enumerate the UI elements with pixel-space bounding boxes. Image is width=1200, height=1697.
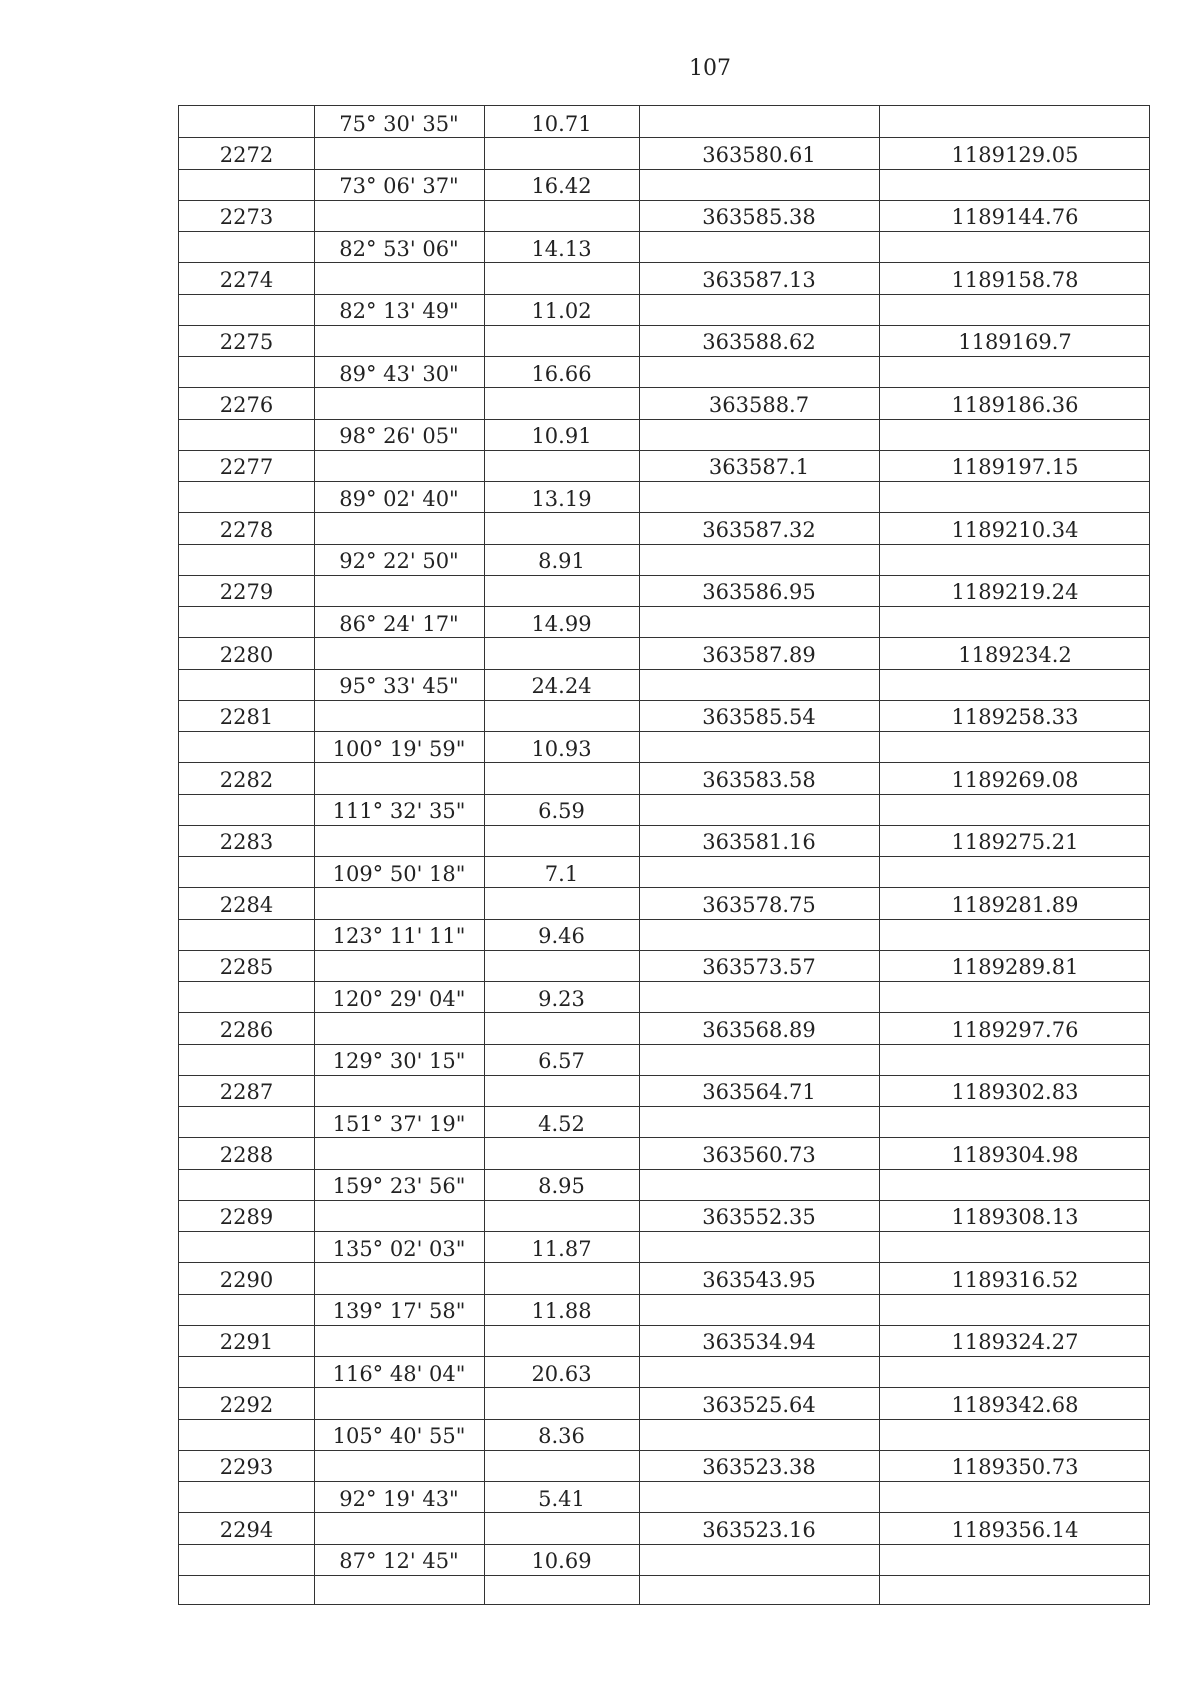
coord-x: 363523.38	[702, 1455, 816, 1480]
survey-table	[178, 105, 1150, 1605]
coord-y: 1189210.34	[951, 517, 1079, 542]
coord-y: 1189350.73	[951, 1455, 1079, 1480]
page-number: 107	[689, 56, 731, 81]
bearing-angle: 120° 29' 04"	[332, 986, 466, 1011]
coord-y: 1189275.21	[951, 830, 1079, 855]
station-id: 2276	[219, 392, 274, 417]
row-divider	[179, 856, 1149, 857]
coord-y: 1189304.98	[951, 1142, 1079, 1167]
leg-distance: 6.59	[538, 799, 585, 824]
bearing-angle: 75° 30' 35"	[339, 111, 459, 136]
coord-y: 1189356.14	[951, 1517, 1079, 1542]
coord-y: 1189158.78	[951, 267, 1079, 292]
row-divider	[179, 919, 1149, 920]
coord-x: 363585.54	[702, 705, 816, 730]
station-id: 2286	[219, 1017, 274, 1042]
leg-distance: 10.69	[531, 1549, 592, 1574]
bearing-angle: 87° 12' 45"	[339, 1549, 459, 1574]
row-divider	[179, 1387, 1149, 1388]
leg-distance: 7.1	[544, 861, 579, 886]
row-divider	[179, 1450, 1149, 1451]
coord-y: 1189281.89	[951, 892, 1079, 917]
leg-distance: 8.91	[538, 549, 585, 574]
leg-distance: 5.41	[538, 1486, 585, 1511]
row-divider	[179, 1419, 1149, 1420]
leg-distance: 8.95	[538, 1174, 585, 1199]
leg-distance: 11.88	[531, 1299, 592, 1324]
coord-y: 1189316.52	[951, 1267, 1079, 1292]
row-divider	[179, 169, 1149, 170]
coord-y: 1189342.68	[951, 1392, 1079, 1417]
coord-y: 1189289.81	[951, 955, 1079, 980]
station-id: 2277	[219, 455, 274, 480]
coord-x: 363587.89	[702, 642, 816, 667]
bearing-angle: 92° 19' 43"	[339, 1486, 459, 1511]
coord-x: 363564.71	[702, 1080, 816, 1105]
bearing-angle: 129° 30' 15"	[332, 1049, 466, 1074]
coord-y: 1189302.83	[951, 1080, 1079, 1105]
row-divider	[179, 1231, 1149, 1232]
coord-x: 363525.64	[702, 1392, 816, 1417]
station-id: 2287	[219, 1080, 274, 1105]
bearing-angle: 116° 48' 04"	[332, 1361, 466, 1386]
station-id: 2280	[219, 642, 274, 667]
station-id: 2272	[219, 142, 274, 167]
coord-x: 363523.16	[702, 1517, 816, 1542]
station-id: 2285	[219, 955, 274, 980]
row-divider	[179, 606, 1149, 607]
coord-y: 1189169.7	[958, 330, 1072, 355]
station-id: 2294	[219, 1517, 274, 1542]
station-id: 2281	[219, 705, 274, 730]
bearing-angle: 73° 06' 37"	[339, 174, 459, 199]
leg-distance: 9.46	[538, 924, 585, 949]
coord-x: 363587.1	[708, 455, 810, 480]
station-id: 2274	[219, 267, 274, 292]
coord-x: 363573.57	[702, 955, 816, 980]
row-divider	[179, 1544, 1149, 1545]
coord-y: 1189308.13	[951, 1205, 1079, 1230]
coord-y: 1189258.33	[951, 705, 1079, 730]
station-id: 2282	[219, 767, 274, 792]
row-divider	[179, 1262, 1149, 1263]
coord-x: 363586.95	[702, 580, 816, 605]
coord-y: 1189324.27	[951, 1330, 1079, 1355]
row-divider	[179, 1044, 1149, 1045]
row-divider	[179, 981, 1149, 982]
bearing-angle: 98° 26' 05"	[339, 424, 459, 449]
coord-y: 1189297.76	[951, 1017, 1079, 1042]
leg-distance: 6.57	[538, 1049, 585, 1074]
row-divider	[179, 762, 1149, 763]
row-divider	[179, 1575, 1149, 1576]
bearing-angle: 139° 17' 58"	[332, 1299, 466, 1324]
coord-x: 363543.95	[702, 1267, 816, 1292]
station-id: 2275	[219, 330, 274, 355]
leg-distance: 13.19	[531, 486, 592, 511]
row-divider	[179, 1012, 1149, 1013]
coord-y: 1189219.24	[951, 580, 1079, 605]
leg-distance: 24.24	[531, 674, 592, 699]
station-id: 2273	[219, 205, 274, 230]
row-divider	[179, 950, 1149, 951]
bearing-angle: 135° 02' 03"	[332, 1236, 466, 1261]
coord-y: 1189234.2	[958, 642, 1072, 667]
row-divider	[179, 231, 1149, 232]
row-divider	[179, 887, 1149, 888]
leg-distance: 10.91	[531, 424, 592, 449]
coord-x: 363588.62	[702, 330, 816, 355]
leg-distance: 14.13	[531, 236, 592, 261]
coord-x: 363534.94	[702, 1330, 816, 1355]
bearing-angle: 82° 13' 49"	[339, 299, 459, 324]
leg-distance: 16.42	[531, 174, 592, 199]
coord-x: 363585.38	[702, 205, 816, 230]
row-divider	[179, 356, 1149, 357]
coord-y: 1189197.15	[951, 455, 1079, 480]
bearing-angle: 111° 32' 35"	[332, 799, 466, 824]
leg-distance: 16.66	[531, 361, 592, 386]
coord-x: 363588.7	[708, 392, 810, 417]
row-divider	[179, 1106, 1149, 1107]
coord-x: 363568.89	[702, 1017, 816, 1042]
bearing-angle: 82° 53' 06"	[339, 236, 459, 261]
bearing-angle: 123° 11' 11"	[332, 924, 466, 949]
row-divider	[179, 137, 1149, 138]
bearing-angle: 151° 37' 19"	[332, 1111, 466, 1136]
row-divider	[179, 1356, 1149, 1357]
coord-x: 363560.73	[702, 1142, 816, 1167]
row-divider	[179, 825, 1149, 826]
coord-y: 1189269.08	[951, 767, 1079, 792]
coord-y: 1189144.76	[951, 205, 1079, 230]
station-id: 2289	[219, 1205, 274, 1230]
row-divider	[179, 1137, 1149, 1138]
row-divider	[179, 1294, 1149, 1295]
leg-distance: 20.63	[531, 1361, 592, 1386]
coord-y: 1189129.05	[951, 142, 1079, 167]
bearing-angle: 105° 40' 55"	[332, 1424, 466, 1449]
station-id: 2283	[219, 830, 274, 855]
row-divider	[179, 1200, 1149, 1201]
row-divider	[179, 200, 1149, 201]
row-divider	[179, 575, 1149, 576]
station-id: 2279	[219, 580, 274, 605]
row-divider	[179, 1075, 1149, 1076]
coord-x: 363552.35	[702, 1205, 816, 1230]
row-divider	[179, 731, 1149, 732]
station-id: 2288	[219, 1142, 274, 1167]
leg-distance: 10.93	[531, 736, 592, 761]
station-id: 2290	[219, 1267, 274, 1292]
row-divider	[179, 637, 1149, 638]
bearing-angle: 86° 24' 17"	[339, 611, 459, 636]
row-divider	[179, 450, 1149, 451]
row-divider	[179, 1512, 1149, 1513]
leg-distance: 10.71	[531, 111, 592, 136]
bearing-angle: 109° 50' 18"	[332, 861, 466, 886]
row-divider	[179, 387, 1149, 388]
bearing-angle: 92° 22' 50"	[339, 549, 459, 574]
row-divider	[179, 481, 1149, 482]
bearing-angle: 159° 23' 56"	[332, 1174, 466, 1199]
coord-x: 363580.61	[702, 142, 816, 167]
row-divider	[179, 544, 1149, 545]
row-divider	[179, 669, 1149, 670]
station-id: 2284	[219, 892, 274, 917]
coord-x: 363587.32	[702, 517, 816, 542]
coord-x: 363587.13	[702, 267, 816, 292]
row-divider	[179, 1481, 1149, 1482]
coord-x: 363583.58	[702, 767, 816, 792]
leg-distance: 11.87	[531, 1236, 592, 1261]
leg-distance: 8.36	[538, 1424, 585, 1449]
bearing-angle: 89° 02' 40"	[339, 486, 459, 511]
station-id: 2293	[219, 1455, 274, 1480]
row-divider	[179, 700, 1149, 701]
station-id: 2291	[219, 1330, 274, 1355]
station-id: 2292	[219, 1392, 274, 1417]
coord-x: 363581.16	[702, 830, 816, 855]
row-divider	[179, 294, 1149, 295]
coord-y: 1189186.36	[951, 392, 1079, 417]
row-divider	[179, 325, 1149, 326]
row-divider	[179, 1325, 1149, 1326]
bearing-angle: 95° 33' 45"	[339, 674, 459, 699]
bearing-angle: 100° 19' 59"	[332, 736, 466, 761]
row-divider	[179, 794, 1149, 795]
row-divider	[179, 1169, 1149, 1170]
row-divider	[179, 262, 1149, 263]
leg-distance: 4.52	[538, 1111, 585, 1136]
coord-x: 363578.75	[702, 892, 816, 917]
leg-distance: 11.02	[531, 299, 592, 324]
leg-distance: 14.99	[531, 611, 592, 636]
station-id: 2278	[219, 517, 274, 542]
row-divider	[179, 512, 1149, 513]
row-divider	[179, 419, 1149, 420]
leg-distance: 9.23	[538, 986, 585, 1011]
bearing-angle: 89° 43' 30"	[339, 361, 459, 386]
